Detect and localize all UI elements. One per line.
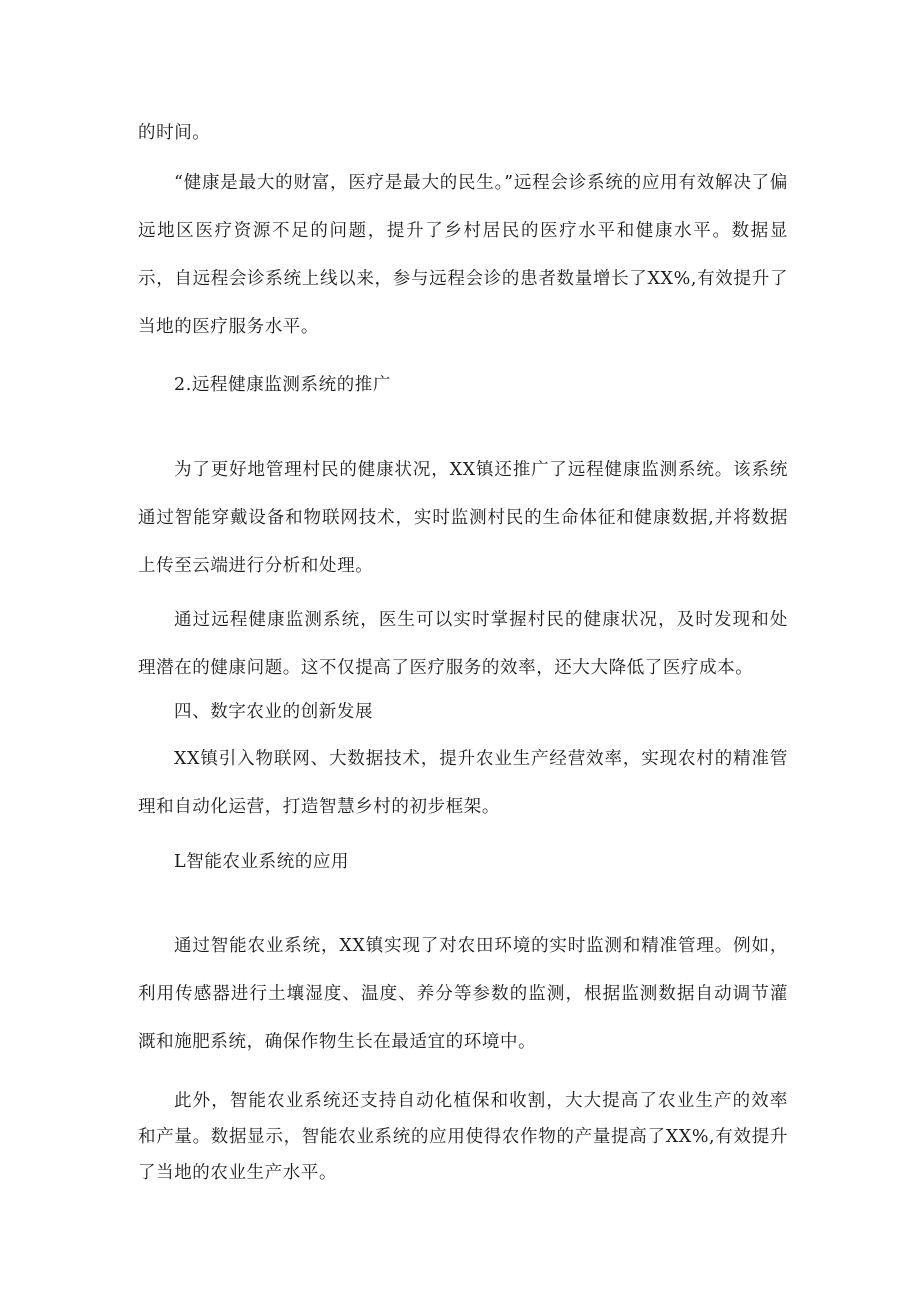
paragraph-remote-consultation: “健康是最大的财富，医疗是最大的民生。”远程会诊系统的应用有效解决了偏远地区医疗资源不足的问题，提升了乡村居民的医疗水平和健康水平。数据显示，自远程会诊系统上线以来，参与远程会诊的患者数量增长了XX%,有效提升了当地的医疗服务水平。 (138, 173, 788, 337)
paragraph-digital-agriculture-intro: XX镇引入物联网、大数据技术，提升农业生产经营效率，实现农村的精准管理和自动化运营，打造智慧乡村的初步框架。 (138, 749, 788, 817)
paragraph-continuation: 的时间。 (138, 123, 211, 143)
paragraph-monitoring-benefits: 通过远程健康监测系统，医生可以实时掌握村民的健康状况，及时发现和处理潜在的健康问题。这不仅提高了医疗服务的效率，还大大降低了医疗成本。 (138, 610, 788, 678)
subheading-smart-agriculture: L智能农业系统的应用 (174, 852, 350, 872)
paragraph-smart-agriculture-monitoring: 通过智能农业系统，XX镇实现了对农田环境的实时监测和精准管理。例如，利用传感器进行土壤湿度、温度、养分等参数的监测，根据监测数据自动调节灌溉和施肥系统，确保作物生长在最适宜的环境中。 (138, 936, 788, 1052)
paragraph-smart-agriculture-automation: 此外，智能农业系统还支持自动化植保和收割，大大提高了农业生产的效率和产量。数据显示，智能农业系统的应用使得农作物的产量提高了XX%,有效提升了当地的农业生产水平。 (138, 1091, 788, 1183)
paragraph-monitoring-promotion: 为了更好地管理村民的健康状况，XX镇还推广了远程健康监测系统。该系统通过智能穿戴设备和物联网技术，实时监测村民的生命体征和健康数据,并将数据上传至云端进行分析和处理。 (138, 460, 788, 576)
subheading-remote-health-monitoring: 2.远程健康监测系统的推广 (174, 375, 391, 395)
section-heading-digital-agriculture: 四、数字农业的创新发展 (174, 702, 374, 722)
